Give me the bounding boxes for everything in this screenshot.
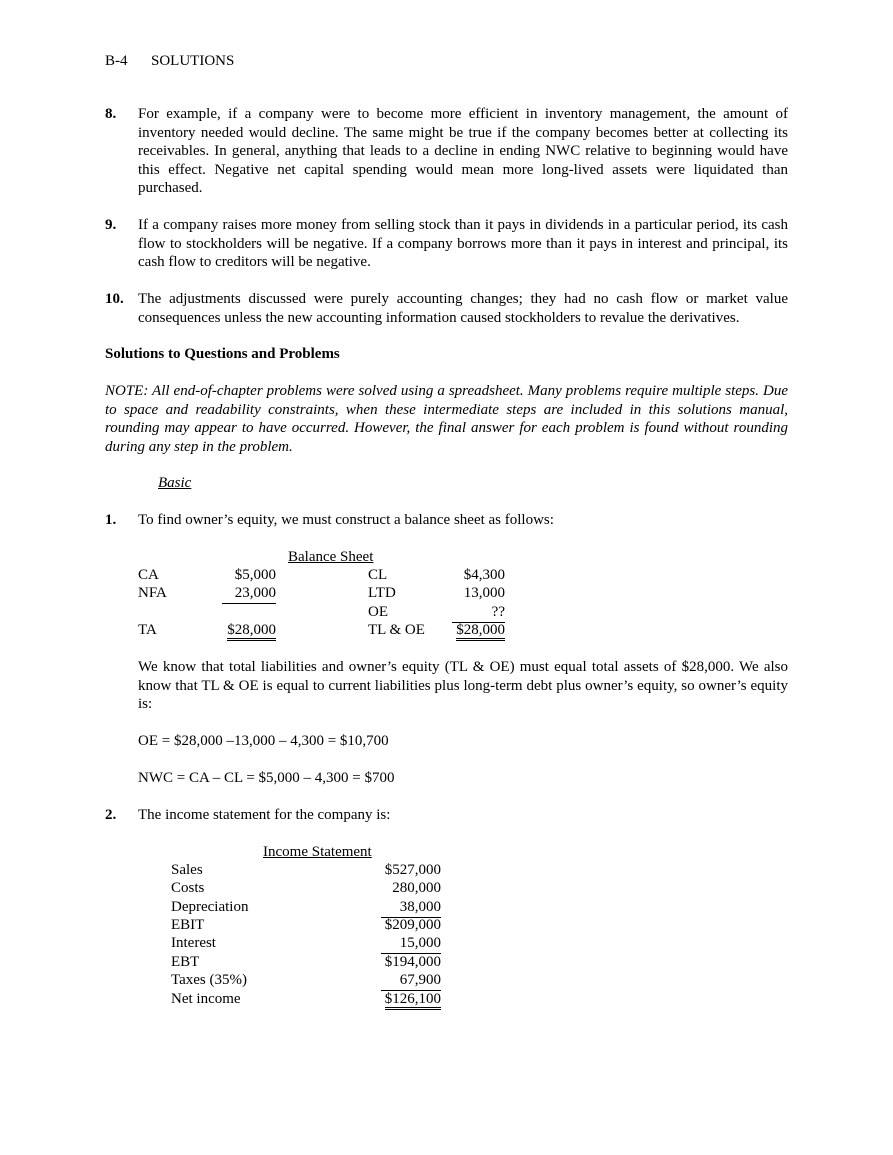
row-label: EBIT — [171, 917, 205, 933]
row-value: $527,000 — [384, 862, 441, 878]
row-value: 280,000 — [392, 880, 441, 896]
note-paragraph: NOTE: All end-of-chapter problems were solved using a spreadsheet. Many problems require multiple steps. Due to space and readability constraints, when these intermediate steps are included in this solutions manual, rounding may appear to have occurred. However, the final answer for each problem is found without rounding during any step in the problem. — [105, 383, 788, 455]
row-label: NFA — [138, 585, 167, 601]
row-value: ?? — [452, 603, 505, 623]
page-number: B-4 — [105, 53, 128, 69]
row-label: TA — [138, 622, 157, 638]
item-number: 8. — [105, 106, 117, 122]
item-text: The adjustments discussed were purely accounting changes; they had no cash flow or market value consequences unless the new accounting information caused stockholders to revalue the derivatives. — [138, 291, 788, 326]
problem-intro: To find owner’s equity, we must construct a balance sheet as follows: — [138, 512, 554, 528]
row-label: Interest — [171, 935, 216, 951]
row-label: Net income — [171, 991, 241, 1007]
row-value: $28,000 — [456, 623, 505, 641]
problem-number: 1. — [105, 512, 117, 528]
row-value: 15,000 — [381, 934, 441, 954]
problem-intro: The income statement for the company is: — [138, 807, 391, 823]
row-label: CL — [368, 567, 388, 583]
row-label: Costs — [171, 880, 205, 896]
row-value: $4,300 — [463, 567, 505, 583]
row-label: CA — [138, 567, 159, 583]
basic-label: Basic — [158, 475, 192, 491]
row-label: Taxes (35%) — [171, 972, 248, 988]
row-label: OE — [368, 604, 388, 620]
header-title: SOLUTIONS — [151, 53, 235, 69]
problem-number: 2. — [105, 807, 117, 823]
table-title: Income Statement — [263, 844, 372, 860]
row-value: $194,000 — [384, 954, 441, 970]
table-title: Balance Sheet — [288, 549, 374, 565]
item-text: For example, if a company were to become more efficient in inventory management, the amount of inventory needed would decline. The same might be true if the company becomes better at collecting its receivables. In general, anything that leads to a decline in ending NWC relative to beginning would have this effect. Negative net capital spending would mean more long-lived assets were liquidated than purchased. — [138, 106, 788, 196]
item-number: 9. — [105, 217, 117, 233]
section-heading: Solutions to Questions and Problems — [105, 346, 340, 362]
row-value: 67,900 — [381, 971, 441, 991]
page-header — [105, 52, 234, 71]
row-label: TL & OE — [368, 622, 425, 638]
equation-oe: OE = $28,000 –13,000 – 4,300 = $10,700 — [138, 733, 389, 749]
row-value: 23,000 — [222, 584, 276, 604]
row-label: EBT — [171, 954, 200, 970]
item-number: 10. — [105, 291, 124, 307]
row-value: $28,000 — [227, 623, 276, 641]
row-value: $126,100 — [385, 992, 441, 1010]
row-value: $5,000 — [234, 567, 276, 583]
row-label: Depreciation — [171, 899, 249, 915]
equation-nwc: NWC = CA – CL = $5,000 – 4,300 = $700 — [138, 770, 395, 786]
row-value: 38,000 — [381, 898, 441, 918]
item-text: If a company raises more money from selling stock than it pays in dividends in a particular period, its cash flow to stockholders will be negative. If a company borrows more than it pays in interest and principal, its cash flow to creditors will be negative. — [138, 217, 788, 270]
row-label: Sales — [171, 862, 203, 878]
row-value: 13,000 — [463, 585, 505, 601]
problem-explanation: We know that total liabilities and owner’s equity (TL & OE) must equal total assets of $28,000. We also know that TL & OE is equal to current liabilities plus long-term debt plus owner’s equity, so owner’s equity is: — [138, 659, 788, 712]
row-value: $209,000 — [384, 917, 441, 933]
row-label: LTD — [368, 585, 396, 601]
